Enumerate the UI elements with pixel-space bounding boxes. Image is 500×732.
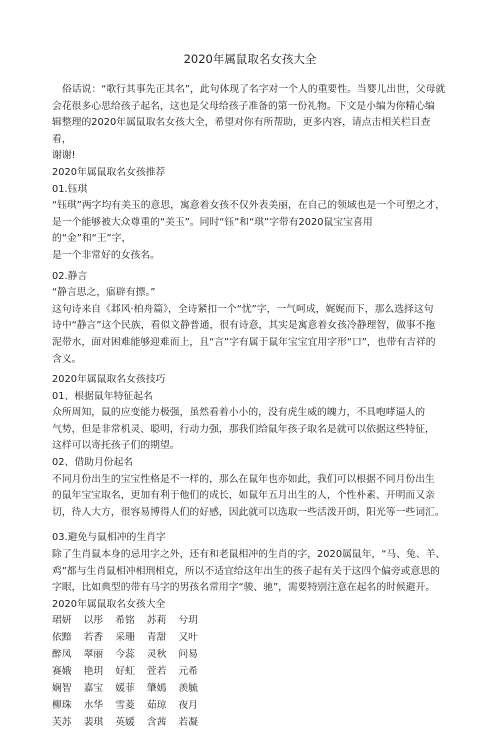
- name-item: 萱若: [146, 666, 167, 678]
- name-item: 今蕊: [115, 649, 135, 661]
- name-item: 醉凤: [52, 649, 72, 661]
- name-item: 珺妍: [52, 615, 72, 627]
- item-title: 02、借助月份起名: [52, 457, 134, 469]
- name-item: 娴智: [52, 683, 72, 695]
- name-item: 夜月: [178, 699, 198, 711]
- name-row: [52, 715, 450, 732]
- name-item: 若凝: [178, 716, 198, 728]
- name-item: 以彤: [83, 615, 104, 627]
- name-item: 翠丽: [83, 649, 104, 661]
- body-line: “钰琪”两字均有美玉的意思，寓意着女孩不仅外表美丽，在自己的领域也是一个可塑之才，: [52, 200, 446, 212]
- name-row: [52, 630, 450, 647]
- name-item: 采珊: [115, 632, 135, 644]
- name-item: 赛娥: [52, 666, 72, 678]
- name-item: 媛菲: [115, 683, 135, 695]
- name-list: [52, 613, 450, 731]
- name-item: 兮玥: [178, 615, 198, 627]
- body-line: 是一个非常好的女孩名。: [52, 249, 160, 261]
- name-item: 嘉宝: [83, 683, 104, 695]
- spacer: [52, 521, 450, 530]
- name-row: [52, 613, 450, 630]
- name-item: 芙苏: [52, 716, 72, 728]
- name-item: 问易: [178, 649, 198, 661]
- body-line: 的鼠年宝宝取名，更加有利于他们的成长，如鼠年五月出生的人，个性朴素、开明而又亲: [52, 490, 435, 502]
- item-title: 01、根据鼠年特征起名: [52, 390, 153, 402]
- intro-line: 辑整理的2020年属鼠取名女孩大全，希望对你有所帮助，更多内容，请点击相关栏目查看，: [52, 117, 431, 145]
- page-title: 2020年属鼠取名女孩大全: [183, 52, 317, 66]
- body-line: 切，待人大方，很容易博得人们的好感，因此就可以选取一些活泼开朗，阳光等一些词汇。: [52, 506, 445, 518]
- body-line: 鸡”都与生肖鼠相冲相刑相克，所以不适宜给这年出生的孩子起有关于这四个偏旁或意思的: [52, 565, 440, 577]
- body-line: 气势，但是非常机灵、聪明，行动力强，那我们给鼠年孩子取名是就可以依据这些特征，: [52, 423, 435, 435]
- name-item: 雪菱: [115, 699, 135, 711]
- name-item: 苏莉: [146, 615, 167, 627]
- name-item: 艳玥: [83, 666, 104, 678]
- intro-paragraph: [52, 82, 450, 165]
- name-item: 青甜: [146, 632, 167, 644]
- body-line: 泥带水，面对困难能够迎难而上，且“言”字有属于鼠年宝宝宜用字形“口”，也带有吉祥的: [52, 336, 436, 348]
- section-heading-tips: 2020年属鼠取名女孩技巧: [52, 374, 166, 386]
- name-item: 英媛: [115, 716, 135, 728]
- name-item: 羡毓: [178, 683, 198, 695]
- name-row: [52, 647, 450, 664]
- name-item: 又叶: [178, 632, 198, 644]
- section-heading-recommend: 2020年属鼠取名女孩推荐: [52, 166, 166, 178]
- name-item: 依黯: [52, 632, 72, 644]
- name-row: [52, 664, 450, 681]
- intro-line: 会花很多心思给孩子起名，这也是父母给孩子准备的第一份礼物。下文是小编为你精心编: [52, 100, 435, 112]
- body-line: 这句诗来自《邶风·柏舟篇》，全诗紧扣一个“忧”字，一气呵成，娓娓而下，那么选择这句: [52, 303, 434, 315]
- name-row: [52, 681, 450, 698]
- item-title: 02.静言: [52, 270, 88, 282]
- name-item: 灵秋: [146, 649, 167, 661]
- section-heading-avoid: 03.避免与鼠相冲的生肖字: [52, 532, 166, 544]
- name-item: 含茜: [146, 716, 167, 728]
- name-item: 元希: [178, 666, 198, 678]
- intro-line: 谢谢!: [52, 150, 76, 162]
- name-item: 柳珠: [52, 699, 72, 711]
- body-line: 含义。: [52, 353, 82, 365]
- body-line: 是一个能够被大众尊重的“美玉”。同时“钰”和“琪”字带有2020鼠宝宝喜用的“金”和“王”字，: [52, 216, 373, 245]
- body-line: 不同月份出生的宝宝性格是不一样的，那么在鼠年也亦如此，我们可以根据不同月份出生: [52, 473, 435, 485]
- section-heading-names: 2020年属鼠取名女孩大全: [52, 598, 166, 610]
- article-body: [52, 82, 450, 732]
- name-item: 肇嫣: [146, 683, 167, 695]
- name-item: 若香: [83, 632, 104, 644]
- name-item: 好虹: [115, 666, 135, 678]
- name-item: 希铭: [115, 615, 135, 627]
- body-line: 除了生肖鼠本身的忌用字之外，还有和老鼠相冲的生肖的字，2020属鼠年，“马、兔、羊、: [52, 549, 446, 561]
- name-item: 水华: [83, 699, 104, 711]
- name-row: [52, 698, 450, 715]
- name-item: 裴琪: [83, 716, 104, 728]
- body-line: 这样可以寄托孩子们的期望。: [52, 440, 180, 452]
- name-item: 茹琼: [146, 699, 167, 711]
- item-title: 01.钰琪: [52, 183, 88, 195]
- body-line: 字眼，比如典型的带有马字的男孩名常用字“骏、驰”，需要特别注意在起名的时候避开。: [52, 582, 436, 594]
- intro-line: 俗话说：“歌行其事先正其名”，此句体现了名字对一个人的重要性。当婴儿出世，父母就: [62, 84, 446, 95]
- quote-line: “静言思之，寤辟有摽。”: [52, 287, 156, 299]
- body-line: 众所周知，鼠的应变能力极强，虽然看着小小的，没有虎生威的魄力，不具咆哮逼人的: [52, 407, 426, 419]
- body-line: 诗中“静言”这个民族，看似文静普通，很有诗意，其实是寓意着女孩冷静理智，做事不拖: [52, 320, 436, 332]
